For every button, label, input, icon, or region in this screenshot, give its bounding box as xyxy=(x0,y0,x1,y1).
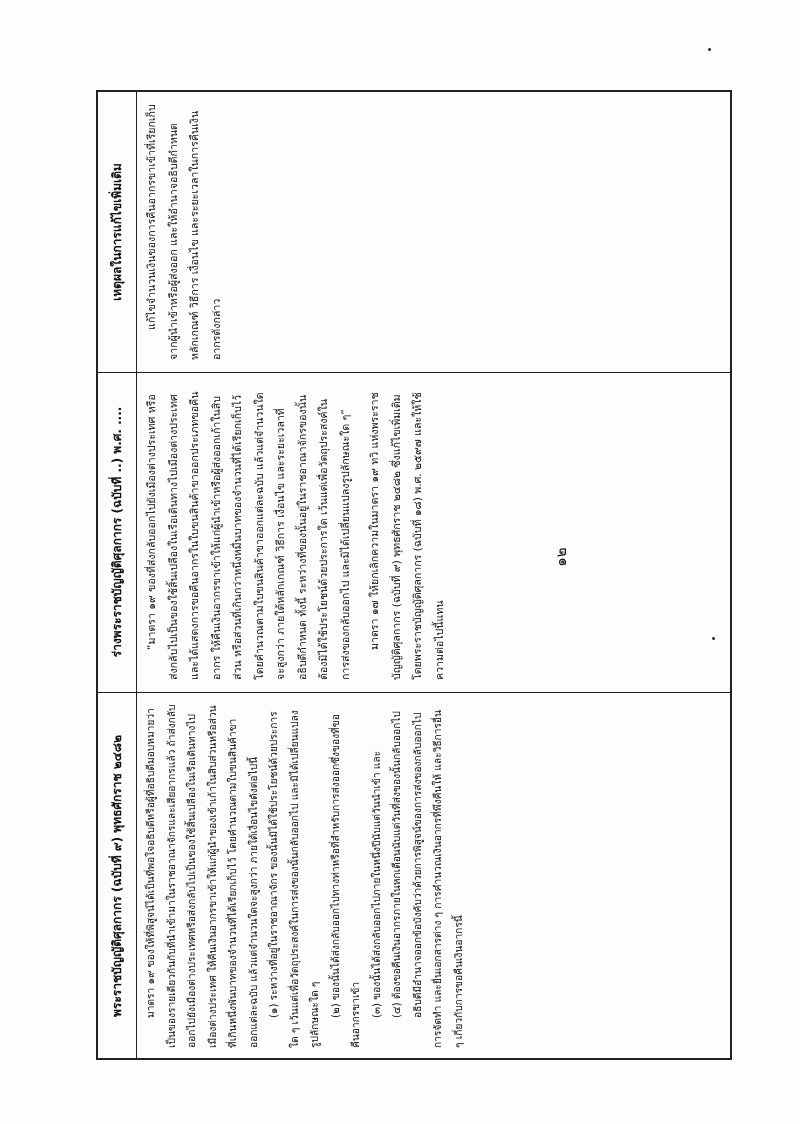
current-clause-3: (๓) ของนั้นได้ส่งกลับออกไปภายในหนึ่งปีนับแต่วันนำเข้า และ xyxy=(371,750,383,1018)
current-section-19: มาตรา ๑๙ ของให้ที่พิสูจน์ได้เป็นที่พอใจอธิบดีหรือผู้ที่อธิบดีมอบหมายว่าเป็นของรายเดียวกันกับที่นำเข้ามาในราชอาณาจักรและเสียอากรแล้ว ถ้าส่งกลับออกไปยังเมืองต่างประเทศหรือส่งกลับไปเป็นของใช้สิ้นเปลืองในเรือเดินทางไปเมืองต่างประเทศ ให้คืนเงินอากรขาเข้าให้แก่ผู้นำของเข้าเก้าในสิบส่วนหรือส่วนที่เกินหนึ่งพันบาทของจำนวนที่ได้เรียกเก็บไว้ โดยคำนวณตามใบขนสินค้าขาออกแต่ละฉบับ แล้วแต่จำนวนใดจะสูงกว่า ภายใต้เงื่อนไขดังต่อไปนี้ xyxy=(146,704,260,1048)
reason-paragraph: แก้ไขจำนวนเงินของการคืนอากรขาเข้าที่เรียกเก็บจากผู้นำเข้าหรือผู้ส่งออก และให้อำนาจอธิบดีกำหนดหลักเกณฑ์ วิธีการ เงื่อนไข และระยะเวลาในการคืนเงินอากรดังกล่าว xyxy=(146,104,223,360)
reason-cell xyxy=(138,94,730,370)
current-clause-4: (๔) ต้องขอคืนเงินอากรภายในหกเดือนนับแต่วันที่ส่งของนั้นกลับออกไป xyxy=(392,711,403,1018)
current-clause-1: (๑) ระหว่างที่อยู่ในราชอาณาจักร ของนั้นมิได้ใช้ประโยชน์ด้วยประการใด ๆ เว้นแต่เพื่อวัตถุประสงค์ในการส่งของนั้นกลับออกไป และมิได้เปลี่ยนแปลงรูปลักษณะใด ๆ xyxy=(269,710,321,1048)
table-row-divider xyxy=(98,372,730,373)
header-amended-reason: เหตุผลในการแก้ไขเพิ่มเติม xyxy=(109,163,124,301)
comparison-table xyxy=(96,90,732,1060)
header-draft-act: ร่างพระราชบัญญัติศุลกากร (ฉบับที่ ..) พ.ศ. .... xyxy=(109,406,124,658)
speck-mark xyxy=(708,48,711,51)
table-row-divider xyxy=(98,692,730,693)
page-number: ๑๒ xyxy=(552,547,570,567)
draft-act-cell xyxy=(138,374,730,690)
current-act-cell xyxy=(138,694,730,1058)
header-current-act: พระราชบัญญัติศุลกากร (ฉบับที่ ๙) พุทธศักราช ๒๔๘๒ xyxy=(109,735,124,1017)
current-clause-2: (๒) ของนั้นได้ส่งกลับออกไปทางท่าหรือที่สำหรับการส่งออกซึ่งของที่ขอคืนอากรขาเข้า xyxy=(330,714,362,1048)
draft-section-17: มาตรา ๑๗ ให้ยกเลิกความในมาตรา ๑๙ ทวิ แห่งพระราชบัญญัติศุลกากร (ฉบับที่ ๙) พุทธศักราช ๒๔๘๒ ซึ่งแก้ไขเพิ่มเติมโดยพระราชบัญญัติศุลกากร (ฉบับที่ ๑๘) พ.ศ. ๒๕๙๗ และให้ใช้ความต่อไปนี้แทน xyxy=(369,392,446,680)
current-regulation-paragraph: อธิบดีมีอำนาจออกข้อบังคับว่าด้วยการพิสูจน์ของการส่งของกลับออกไป การจัดทำ และยื่นเอกสารต่าง ๆ การคำนวณเงินอากรที่พึงคืนให้ และวิธีการอื่น ๆ เกี่ยวกับการขอคืนเงินอากรนี้ xyxy=(412,710,465,1048)
draft-section-19: “มาตรา ๑๙ ของที่ส่งกลับออกไปยังเมืองต่างประเทศ หรือส่งกลับไปเป็นของใช้สิ้นเปลืองในเรือเดินทางไปเมืองต่างประเทศ และได้แสดงการขอคืนอากรในใบขนสินค้าขาออกประเภทขอคืนอากร ให้คืนเงินอากรขาเข้าให้แก่ผู้นำเข้าหรือผู้ส่งออกเก้าในสิบส่วน หรือส่วนที่เกินกว่าหนึ่งหมื่นบาทของจำนวนที่ได้เรียกเก็บไว้ โดยคำนวณตามใบขนสินค้าขาออกแต่ละฉบับ แล้วแต่จำนวนใดจะสูงกว่า ภายใต้หลักเกณฑ์ วิธีการ เงื่อนไข และระยะเวลาที่อธิบดีกำหนด ทั้งนี้ ระหว่างที่ของนั้นอยู่ในราชอาณาจักรของนั้นต้องมิได้ใช้ประโยชน์ด้วยประการใด เว้นแต่เพื่อวัตถุประสงค์ในการส่งของกลับออกไป และมิได้เปลี่ยนแปลงรูปลักษณะใด ๆ” xyxy=(146,391,352,680)
table-header-divider xyxy=(136,92,137,1058)
